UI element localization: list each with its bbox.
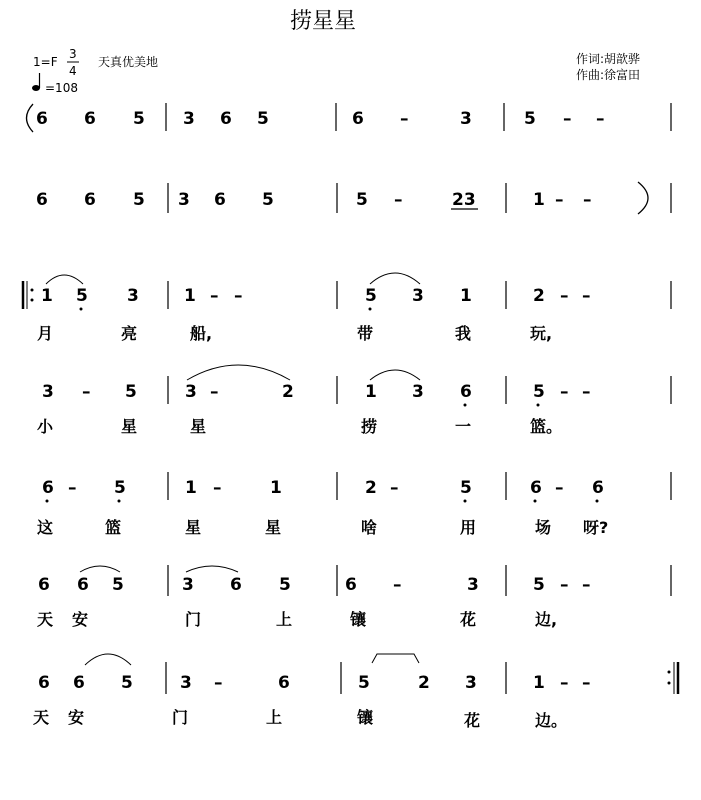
- slur: [186, 566, 238, 572]
- note: 1: [365, 382, 377, 402]
- lyric: 上: [276, 610, 293, 629]
- dash: –: [563, 109, 572, 129]
- opening-bracket: [27, 104, 34, 132]
- note: 5: [279, 575, 291, 595]
- note: 6: [73, 673, 85, 693]
- note: 5: [358, 673, 370, 693]
- dash: –: [560, 673, 569, 693]
- note: 1: [460, 286, 472, 306]
- lyric: 边,: [535, 610, 558, 629]
- low-octave-dot: [534, 500, 537, 503]
- note: 6: [345, 575, 357, 595]
- dash: –: [394, 190, 403, 210]
- lyric: 我: [455, 324, 472, 343]
- dash: –: [390, 478, 399, 498]
- lyric: 上: [266, 708, 283, 727]
- lyric: 月: [37, 324, 54, 343]
- time-signature-top: 3: [69, 47, 77, 61]
- dash: –: [582, 382, 591, 402]
- lyric: 花: [464, 711, 481, 730]
- lyric: 镶: [350, 610, 367, 629]
- tempo-marking: =108: [45, 81, 78, 95]
- tie-bracket: [372, 654, 419, 663]
- dash: –: [582, 286, 591, 306]
- lyric: 天: [33, 708, 50, 727]
- note: 5: [133, 109, 145, 129]
- lyric: 花: [460, 610, 477, 629]
- note: 6: [530, 478, 542, 498]
- lyric: 星: [265, 518, 282, 537]
- note: 3: [127, 286, 139, 306]
- song-title: 捞星星: [290, 9, 357, 34]
- note: 2: [365, 478, 377, 498]
- lyric: 一: [455, 417, 472, 436]
- note: 6: [38, 673, 50, 693]
- dash: –: [560, 575, 569, 595]
- note: 6: [36, 109, 48, 129]
- note: 6: [220, 109, 232, 129]
- lyric: 玩,: [530, 324, 553, 343]
- note: 1: [270, 478, 282, 498]
- repeat-dot: [668, 671, 671, 674]
- note: 3: [180, 673, 192, 693]
- lyric: 星: [185, 518, 202, 537]
- lyric: 边。: [535, 711, 568, 730]
- slur: [46, 275, 83, 284]
- slur: [370, 370, 420, 380]
- dash: –: [582, 575, 591, 595]
- note: 3: [412, 382, 424, 402]
- note: 5: [460, 478, 472, 498]
- slur: [370, 273, 420, 284]
- lyric: 带: [357, 324, 374, 343]
- note: 3: [460, 109, 472, 129]
- note: 6: [592, 478, 604, 498]
- lyric: 镶: [357, 708, 374, 727]
- note: 3: [465, 673, 477, 693]
- quarter-note-icon: [32, 73, 40, 91]
- note: 6: [77, 575, 89, 595]
- lyric: 门: [185, 610, 202, 629]
- closing-bracket: [638, 182, 648, 214]
- dash: –: [68, 478, 77, 498]
- note: 5: [365, 286, 377, 306]
- lyric: 捞: [361, 417, 378, 436]
- note: 3: [182, 575, 194, 595]
- note: 5: [533, 575, 545, 595]
- dash: –: [596, 109, 605, 129]
- dash: –: [234, 286, 243, 306]
- lyric: 用: [460, 518, 477, 537]
- dash: –: [214, 673, 223, 693]
- note: 6: [230, 575, 242, 595]
- lyric: 亮: [121, 324, 138, 343]
- note: 6: [84, 190, 96, 210]
- slur: [187, 365, 290, 380]
- note: 5: [112, 575, 124, 595]
- note: 6: [214, 190, 226, 210]
- note: 1: [533, 190, 545, 210]
- low-octave-dot: [596, 500, 599, 503]
- note: 6: [42, 478, 54, 498]
- note: 1: [185, 478, 197, 498]
- lyricist-credit: 作词:胡歆骅: [576, 52, 641, 66]
- dash: –: [400, 109, 409, 129]
- note: 5: [76, 286, 88, 306]
- dash: –: [210, 286, 219, 306]
- note: 2: [533, 286, 545, 306]
- lyric: 安: [68, 708, 85, 727]
- low-octave-dot: [369, 308, 372, 311]
- dash: –: [555, 190, 564, 210]
- note: 6: [36, 190, 48, 210]
- note: 5: [257, 109, 269, 129]
- note: 6: [460, 382, 472, 402]
- repeat-dot: [668, 682, 671, 685]
- note: 5: [125, 382, 137, 402]
- low-octave-dot: [464, 500, 467, 503]
- note: 5: [133, 190, 145, 210]
- note: 5: [262, 190, 274, 210]
- note: 6: [84, 109, 96, 129]
- dash: –: [393, 575, 402, 595]
- dash: –: [210, 382, 219, 402]
- note: 5: [121, 673, 133, 693]
- note: 2: [418, 673, 430, 693]
- lyric: 篮。: [530, 417, 563, 436]
- lyric: 这: [37, 518, 54, 537]
- note: 3: [178, 190, 190, 210]
- key-signature: 1=F: [33, 55, 58, 69]
- dash: –: [82, 382, 91, 402]
- slur: [80, 566, 120, 572]
- note: 3: [42, 382, 54, 402]
- lyric: 小: [37, 417, 54, 436]
- low-octave-dot: [537, 404, 540, 407]
- time-signature-bottom: 4: [69, 64, 77, 78]
- dash: –: [555, 478, 564, 498]
- note: 5: [533, 382, 545, 402]
- note: 5: [356, 190, 368, 210]
- lyric: 天: [37, 610, 54, 629]
- low-octave-dot: [46, 500, 49, 503]
- note: 1: [184, 286, 196, 306]
- note: 3: [185, 382, 197, 402]
- note: 5: [524, 109, 536, 129]
- lyric: 星: [190, 417, 207, 436]
- note: 6: [352, 109, 364, 129]
- low-octave-dot: [118, 500, 121, 503]
- note: 5: [114, 478, 126, 498]
- lyric: 篮: [105, 518, 122, 537]
- note-pair: 23: [452, 190, 476, 210]
- dash: –: [213, 478, 222, 498]
- note: 1: [41, 286, 53, 306]
- note: 6: [38, 575, 50, 595]
- dash: –: [560, 382, 569, 402]
- lyric: 场: [535, 518, 552, 537]
- low-octave-dot: [80, 308, 83, 311]
- note: 6: [278, 673, 290, 693]
- low-octave-dot: [464, 404, 467, 407]
- dash: –: [582, 673, 591, 693]
- lyric: 啥: [361, 518, 378, 537]
- note: 1: [533, 673, 545, 693]
- dash: –: [583, 190, 592, 210]
- lyric: 安: [72, 610, 89, 629]
- dash: –: [560, 286, 569, 306]
- composer-credit: 作曲:徐富田: [576, 68, 641, 82]
- note: 3: [183, 109, 195, 129]
- expression-marking: 天真优美地: [98, 55, 159, 69]
- note: 2: [282, 382, 294, 402]
- note: 3: [412, 286, 424, 306]
- slur: [85, 654, 131, 665]
- lyric: 门: [172, 708, 189, 727]
- lyric: 星: [121, 417, 138, 436]
- note: 3: [467, 575, 479, 595]
- lyric: 船,: [190, 324, 213, 343]
- lyric: 呀?: [583, 518, 609, 537]
